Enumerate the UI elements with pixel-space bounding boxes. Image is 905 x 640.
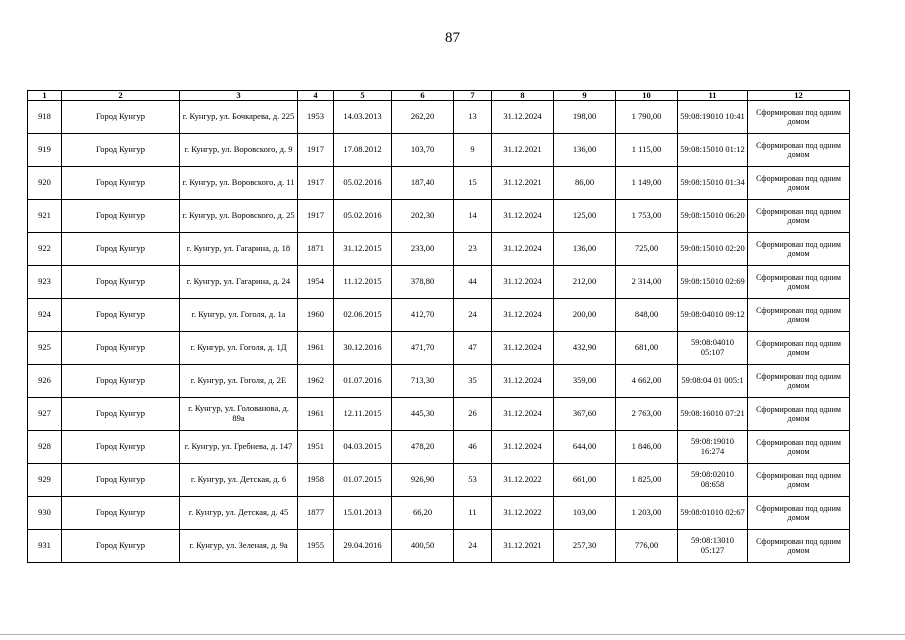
bottom-divider [0, 634, 905, 635]
value-10-cell: 1 115,00 [616, 134, 678, 167]
row-number-cell: 931 [28, 530, 62, 563]
date-cell: 05.02.2016 [334, 167, 392, 200]
status-cell: Сформирован под одним домом [748, 431, 850, 464]
value-9-cell: 367,60 [554, 398, 616, 431]
municipality-cell: Город Кунгур [62, 398, 180, 431]
area-cell: 471,70 [392, 332, 454, 365]
row-number-cell: 927 [28, 398, 62, 431]
date-cell: 31.12.2015 [334, 233, 392, 266]
area-cell: 412,70 [392, 299, 454, 332]
date-cell: 05.02.2016 [334, 200, 392, 233]
table-row [28, 200, 850, 233]
planned-date-cell: 31.12.2024 [492, 332, 554, 365]
page-number: 87 [445, 30, 460, 46]
status-cell: Сформирован под одним домом [748, 497, 850, 530]
address-cell: г. Кунгур, ул. Бочкарева, д. 225 [180, 101, 298, 134]
year-built-cell: 1961 [298, 332, 334, 365]
municipality-cell: Город Кунгур [62, 167, 180, 200]
area-cell: 445,30 [392, 398, 454, 431]
value-9-cell: 103,00 [554, 497, 616, 530]
table-row [28, 101, 850, 134]
value-9-cell: 661,00 [554, 464, 616, 497]
municipality-cell: Город Кунгур [62, 497, 180, 530]
residents-cell: 24 [454, 530, 492, 563]
value-9-cell: 432,90 [554, 332, 616, 365]
value-9-cell: 86,00 [554, 167, 616, 200]
table-row [28, 266, 850, 299]
address-cell: г. Кунгур, ул. Гоголя, д. 1а [180, 299, 298, 332]
year-built-cell: 1871 [298, 233, 334, 266]
column-header-1: 1 [28, 91, 62, 101]
municipality-cell: Город Кунгур [62, 101, 180, 134]
date-cell: 30.12.2016 [334, 332, 392, 365]
planned-date-cell: 31.12.2021 [492, 167, 554, 200]
address-cell: г. Кунгур, ул. Зеленая, д. 9а [180, 530, 298, 563]
planned-date-cell: 31.12.2024 [492, 101, 554, 134]
area-cell: 400,50 [392, 530, 454, 563]
cadastral-number-cell: 59:08:02010 08:658 [678, 464, 748, 497]
column-header-5: 5 [334, 91, 392, 101]
value-9-cell: 200,00 [554, 299, 616, 332]
area-cell: 187,40 [392, 167, 454, 200]
value-10-cell: 1 790,00 [616, 101, 678, 134]
year-built-cell: 1961 [298, 398, 334, 431]
municipality-cell: Город Кунгур [62, 134, 180, 167]
column-header-4: 4 [298, 91, 334, 101]
value-9-cell: 136,00 [554, 134, 616, 167]
status-cell: Сформирован под одним домом [748, 101, 850, 134]
value-10-cell: 848,00 [616, 299, 678, 332]
address-cell: г. Кунгур, ул. Детская, д. 6 [180, 464, 298, 497]
status-cell: Сформирован под одним домом [748, 530, 850, 563]
planned-date-cell: 31.12.2024 [492, 200, 554, 233]
cadastral-number-cell: 59:08:15010 02:20 [678, 233, 748, 266]
row-number-cell: 925 [28, 332, 62, 365]
area-cell: 926,90 [392, 464, 454, 497]
value-10-cell: 1 149,00 [616, 167, 678, 200]
row-number-cell: 923 [28, 266, 62, 299]
residents-cell: 24 [454, 299, 492, 332]
column-header-7: 7 [454, 91, 492, 101]
cadastral-number-cell: 59:08:01010 02:67 [678, 497, 748, 530]
residents-cell: 47 [454, 332, 492, 365]
value-10-cell: 725,00 [616, 233, 678, 266]
value-10-cell: 1 825,00 [616, 464, 678, 497]
table-row [28, 299, 850, 332]
value-9-cell: 257,30 [554, 530, 616, 563]
municipality-cell: Город Кунгур [62, 233, 180, 266]
address-cell: г. Кунгур, ул. Голованова, д. 89а [180, 398, 298, 431]
residents-cell: 9 [454, 134, 492, 167]
column-header-9: 9 [554, 91, 616, 101]
date-cell: 01.07.2015 [334, 464, 392, 497]
status-cell: Сформирован под одним домом [748, 398, 850, 431]
year-built-cell: 1962 [298, 365, 334, 398]
area-cell: 713,30 [392, 365, 454, 398]
column-header-12: 12 [748, 91, 850, 101]
status-cell: Сформирован под одним домом [748, 464, 850, 497]
value-9-cell: 644,00 [554, 431, 616, 464]
residents-cell: 13 [454, 101, 492, 134]
address-cell: г. Кунгур, ул. Гоголя, д. 1Д [180, 332, 298, 365]
municipality-cell: Город Кунгур [62, 299, 180, 332]
table-row [28, 398, 850, 431]
date-cell: 01.07.2016 [334, 365, 392, 398]
value-10-cell: 1 203,00 [616, 497, 678, 530]
value-10-cell: 2 763,00 [616, 398, 678, 431]
value-9-cell: 198,00 [554, 101, 616, 134]
value-10-cell: 4 662,00 [616, 365, 678, 398]
table-row [28, 134, 850, 167]
residents-cell: 35 [454, 365, 492, 398]
area-cell: 262,20 [392, 101, 454, 134]
area-cell: 478,20 [392, 431, 454, 464]
year-built-cell: 1958 [298, 464, 334, 497]
residents-cell: 26 [454, 398, 492, 431]
year-built-cell: 1951 [298, 431, 334, 464]
residents-cell: 14 [454, 200, 492, 233]
address-cell: г. Кунгур, ул. Гагарина, д. 24 [180, 266, 298, 299]
date-cell: 11.12.2015 [334, 266, 392, 299]
planned-date-cell: 31.12.2021 [492, 134, 554, 167]
status-cell: Сформирован под одним домом [748, 299, 850, 332]
value-10-cell: 681,00 [616, 332, 678, 365]
date-cell: 04.03.2015 [334, 431, 392, 464]
table-row [28, 332, 850, 365]
year-built-cell: 1917 [298, 200, 334, 233]
planned-date-cell: 31.12.2021 [492, 530, 554, 563]
area-cell: 202,30 [392, 200, 454, 233]
housing-registry-table [27, 90, 850, 563]
row-number-cell: 920 [28, 167, 62, 200]
municipality-cell: Город Кунгур [62, 530, 180, 563]
table-header-row [28, 91, 850, 101]
cadastral-number-cell: 59:08:19010 16:274 [678, 431, 748, 464]
value-9-cell: 136,00 [554, 233, 616, 266]
row-number-cell: 930 [28, 497, 62, 530]
row-number-cell: 918 [28, 101, 62, 134]
row-number-cell: 921 [28, 200, 62, 233]
status-cell: Сформирован под одним домом [748, 167, 850, 200]
value-10-cell: 1 846,00 [616, 431, 678, 464]
municipality-cell: Город Кунгур [62, 431, 180, 464]
date-cell: 15.01.2013 [334, 497, 392, 530]
cadastral-number-cell: 59:08:04010 05:107 [678, 332, 748, 365]
area-cell: 103,70 [392, 134, 454, 167]
table-row [28, 365, 850, 398]
table-row [28, 167, 850, 200]
municipality-cell: Город Кунгур [62, 365, 180, 398]
row-number-cell: 919 [28, 134, 62, 167]
year-built-cell: 1917 [298, 167, 334, 200]
date-cell: 29.04.2016 [334, 530, 392, 563]
address-cell: г. Кунгур, ул. Воровского, д. 11 [180, 167, 298, 200]
status-cell: Сформирован под одним домом [748, 266, 850, 299]
table-row [28, 497, 850, 530]
planned-date-cell: 31.12.2024 [492, 299, 554, 332]
status-cell: Сформирован под одним домом [748, 134, 850, 167]
cadastral-number-cell: 59:08:13010 05:127 [678, 530, 748, 563]
planned-date-cell: 31.12.2024 [492, 233, 554, 266]
residents-cell: 23 [454, 233, 492, 266]
year-built-cell: 1953 [298, 101, 334, 134]
planned-date-cell: 31.12.2022 [492, 497, 554, 530]
cadastral-number-cell: 59:08:15010 02:69 [678, 266, 748, 299]
address-cell: г. Кунгур, ул. Гребнева, д. 147 [180, 431, 298, 464]
area-cell: 66,20 [392, 497, 454, 530]
planned-date-cell: 31.12.2024 [492, 398, 554, 431]
column-header-2: 2 [62, 91, 180, 101]
row-number-cell: 926 [28, 365, 62, 398]
residents-cell: 15 [454, 167, 492, 200]
planned-date-cell: 31.12.2024 [492, 365, 554, 398]
date-cell: 17.08.2012 [334, 134, 392, 167]
municipality-cell: Город Кунгур [62, 200, 180, 233]
year-built-cell: 1955 [298, 530, 334, 563]
year-built-cell: 1917 [298, 134, 334, 167]
table-row [28, 464, 850, 497]
date-cell: 14.03.2013 [334, 101, 392, 134]
year-built-cell: 1954 [298, 266, 334, 299]
row-number-cell: 922 [28, 233, 62, 266]
column-header-6: 6 [392, 91, 454, 101]
value-9-cell: 359,00 [554, 365, 616, 398]
status-cell: Сформирован под одним домом [748, 365, 850, 398]
cadastral-number-cell: 59:08:15010 06:20 [678, 200, 748, 233]
address-cell: г. Кунгур, ул. Гоголя, д. 2Е [180, 365, 298, 398]
table-row [28, 530, 850, 563]
municipality-cell: Город Кунгур [62, 266, 180, 299]
value-10-cell: 776,00 [616, 530, 678, 563]
year-built-cell: 1877 [298, 497, 334, 530]
residents-cell: 46 [454, 431, 492, 464]
value-9-cell: 212,00 [554, 266, 616, 299]
residents-cell: 44 [454, 266, 492, 299]
table-row [28, 431, 850, 464]
column-header-11: 11 [678, 91, 748, 101]
address-cell: г. Кунгур, ул. Воровского, д. 9 [180, 134, 298, 167]
cadastral-number-cell: 59:08:16010 07:21 [678, 398, 748, 431]
row-number-cell: 924 [28, 299, 62, 332]
municipality-cell: Город Кунгур [62, 464, 180, 497]
address-cell: г. Кунгур, ул. Воровского, д. 25 [180, 200, 298, 233]
planned-date-cell: 31.12.2024 [492, 266, 554, 299]
cadastral-number-cell: 59:08:04010 09:12 [678, 299, 748, 332]
area-cell: 378,80 [392, 266, 454, 299]
cadastral-number-cell: 59:08:15010 01:34 [678, 167, 748, 200]
address-cell: г. Кунгур, ул. Детская, д. 45 [180, 497, 298, 530]
status-cell: Сформирован под одним домом [748, 332, 850, 365]
cadastral-number-cell: 59:08:15010 01:12 [678, 134, 748, 167]
planned-date-cell: 31.12.2024 [492, 431, 554, 464]
date-cell: 02.06.2015 [334, 299, 392, 332]
value-10-cell: 1 753,00 [616, 200, 678, 233]
value-10-cell: 2 314,00 [616, 266, 678, 299]
residents-cell: 11 [454, 497, 492, 530]
status-cell: Сформирован под одним домом [748, 233, 850, 266]
municipality-cell: Город Кунгур [62, 332, 180, 365]
row-number-cell: 928 [28, 431, 62, 464]
cadastral-number-cell: 59:08:19010 10:41 [678, 101, 748, 134]
residents-cell: 53 [454, 464, 492, 497]
value-9-cell: 125,00 [554, 200, 616, 233]
area-cell: 233,00 [392, 233, 454, 266]
planned-date-cell: 31.12.2022 [492, 464, 554, 497]
address-cell: г. Кунгур, ул. Гагарина, д. 18 [180, 233, 298, 266]
row-number-cell: 929 [28, 464, 62, 497]
table-row [28, 233, 850, 266]
column-header-3: 3 [180, 91, 298, 101]
year-built-cell: 1960 [298, 299, 334, 332]
cadastral-number-cell: 59:08:04 01 005:1 [678, 365, 748, 398]
date-cell: 12.11.2015 [334, 398, 392, 431]
table-body [28, 101, 850, 563]
status-cell: Сформирован под одним домом [748, 200, 850, 233]
column-header-10: 10 [616, 91, 678, 101]
column-header-8: 8 [492, 91, 554, 101]
